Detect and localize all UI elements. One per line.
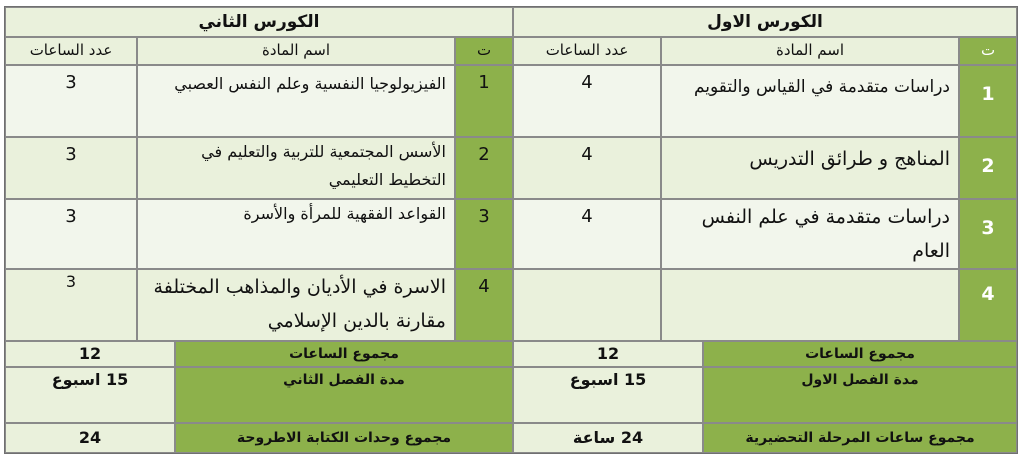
second-col-subject-header: اسم المادة bbox=[137, 37, 455, 65]
second-row-1-subject: الفيزيولوجيا النفسية وعلم النفس العصبي bbox=[137, 65, 455, 137]
first-duration-value: 15 اسبوع bbox=[513, 367, 703, 423]
second-duration-value: 15 اسبوع bbox=[5, 367, 175, 423]
first-total-hours-value: 12 bbox=[513, 341, 703, 367]
second-col-index-header: ت bbox=[455, 37, 513, 65]
prep-hours-value: 24 ساعة bbox=[513, 423, 703, 453]
prep-hours-label: مجموع ساعات المرحلة التحضيرية bbox=[703, 423, 1017, 453]
first-col-hours-header: عدد الساعات bbox=[513, 37, 661, 65]
first-row-4-index: 4 bbox=[959, 269, 1017, 341]
first-row-3-hours: 4 bbox=[513, 199, 661, 269]
first-row-1-index: 1 bbox=[959, 65, 1017, 137]
first-row-2-index: 2 bbox=[959, 137, 1017, 199]
thesis-units-label: مجموع وحدات الكتابة الاطروحة bbox=[175, 423, 513, 453]
first-row-3-subject: دراسات متقدمة في علم النفس العام bbox=[661, 199, 959, 269]
second-row-3-hours: 3 bbox=[5, 199, 137, 269]
second-row-4-subject: الاسرة في الأديان والمذاهب المختلفة مقارنة بالدين الإسلامي bbox=[137, 269, 455, 341]
second-duration-label: مدة الفصل الثاني bbox=[175, 367, 513, 423]
second-row-4-index: 4 bbox=[455, 269, 513, 341]
first-duration-label: مدة الفصل الاول bbox=[703, 367, 1017, 423]
thesis-units-value: 24 bbox=[5, 423, 175, 453]
first-row-1-hours: 4 bbox=[513, 65, 661, 137]
first-row-2-hours: 4 bbox=[513, 137, 661, 199]
first-row-3-index: 3 bbox=[959, 199, 1017, 269]
second-row-3-subject: القواعد الفقهية للمرأة والأسرة bbox=[137, 199, 455, 269]
first-course-title: الكورس الاول bbox=[513, 7, 1017, 37]
first-col-subject-header: اسم المادة bbox=[661, 37, 959, 65]
first-row-1-subject: دراسات متقدمة في القياس والتقويم bbox=[661, 65, 959, 137]
second-total-hours-value: 12 bbox=[5, 341, 175, 367]
second-course-title: الكورس الثاني bbox=[5, 7, 513, 37]
first-row-4-hours bbox=[513, 269, 661, 341]
study-plan-table bbox=[4, 6, 1018, 454]
second-row-1-index: 1 bbox=[455, 65, 513, 137]
second-row-4-hours: 3 bbox=[5, 269, 137, 341]
first-total-hours-label: مجموع الساعات bbox=[703, 341, 1017, 367]
second-row-2-subject: الأسس المجتمعية للتربية والتعليم في التخطيط التعليمي bbox=[137, 137, 455, 199]
second-row-1-hours: 3 bbox=[5, 65, 137, 137]
second-total-hours-label: مجموع الساعات bbox=[175, 341, 513, 367]
first-row-4-subject bbox=[661, 269, 959, 341]
second-row-2-index: 2 bbox=[455, 137, 513, 199]
second-row-3-index: 3 bbox=[455, 199, 513, 269]
first-col-index-header: ت bbox=[959, 37, 1017, 65]
second-col-hours-header: عدد الساعات bbox=[5, 37, 137, 65]
first-row-2-subject: المناهج و طرائق التدريس bbox=[661, 137, 959, 199]
second-row-2-hours: 3 bbox=[5, 137, 137, 199]
